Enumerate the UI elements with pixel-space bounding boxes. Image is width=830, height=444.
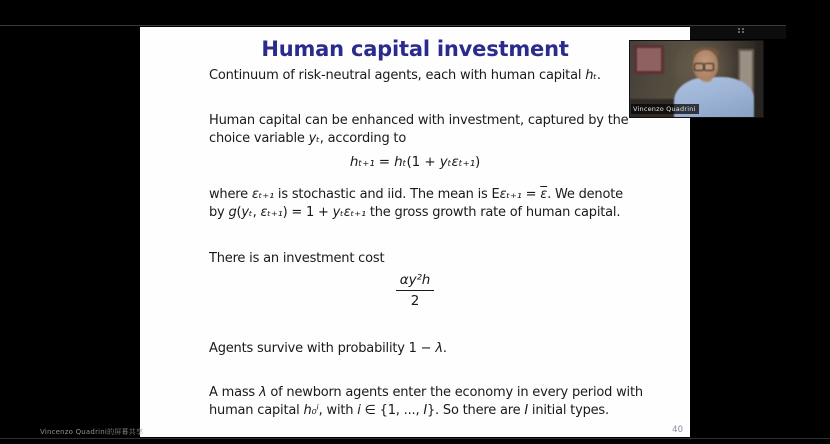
slide-paragraph-survival: Agents survive with probability 1 − λ.	[209, 341, 447, 356]
equation-investment-cost	[140, 272, 690, 309]
slide-paragraph-investment-cost: There is an investment cost	[209, 251, 385, 266]
slide-paragraph-newborn-line1: A mass λ of newborn agents enter the economy in every period with	[209, 385, 643, 400]
screen-share-status-label: Vincenzo Quadrini的屏幕共享	[40, 428, 144, 436]
slide-paragraph-continuum: Continuum of risk-neutral agents, each with human capital hₜ.	[209, 68, 601, 83]
slide-paragraph-stochastic-line1: where εₜ₊₁ is stochastic and iid. The mean is $E\varepsilon_{t+1} = \overline{\varepsilon}$. We denote	[209, 187, 623, 202]
slide-paragraph-enhanced-line2: choice variable yₜ, according to	[209, 130, 407, 146]
slide-paragraph-enhanced-line1: Human capital can be enhanced with investment, captured by the	[209, 113, 629, 128]
slide-page-number: 40	[672, 425, 683, 435]
webcam-video-panel[interactable]	[629, 40, 764, 118]
slide-title: Human capital investment	[261, 37, 569, 61]
share-region-bottom-border	[0, 438, 830, 439]
glasses-left-lens-icon	[694, 63, 704, 71]
picture-frame-left	[634, 45, 664, 74]
slide-paragraph-newborn-line2: human capital h₀ⁱ, with i ∈ {1, ..., I}. So there are I initial types.	[209, 402, 609, 418]
glasses-right-lens-icon	[704, 63, 714, 71]
shelf-right-edge	[756, 41, 764, 118]
slide-paragraph-stochastic-line2: by g(yₜ, εₜ₊₁) = 1 + yₜεₜ₊₁ the gross growth rate of human capital.	[209, 204, 621, 220]
participant-name-label: Vincenzo Quadrini	[631, 104, 699, 114]
drag-handle-icon[interactable]	[738, 28, 746, 34]
share-region-top-border	[0, 25, 786, 26]
equation-human-capital-law: hₜ₊₁ = hₜ(1 + yₜεₜ₊₁)	[349, 154, 481, 170]
fraction	[396, 272, 434, 309]
fraction-numerator: αy²h	[396, 272, 434, 291]
presentation-slide	[140, 27, 690, 437]
fraction-denominator: 2	[410, 293, 420, 309]
